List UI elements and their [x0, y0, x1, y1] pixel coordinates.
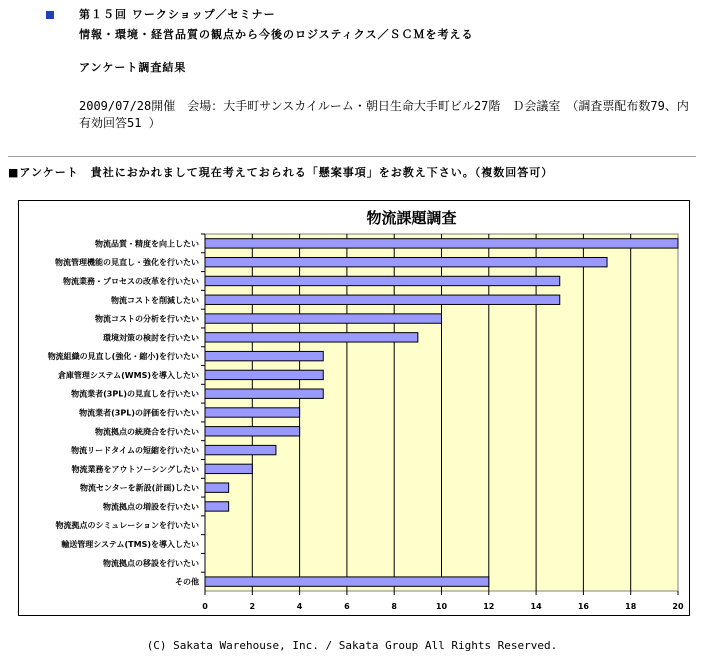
category-label: 物流拠点のシミュレーションを行いたい	[55, 521, 199, 531]
x-tick-label: 10	[435, 602, 448, 611]
event-info: 2009/07/28開催 会場：大手町サンスカイルーム・朝日生命大手町ビル27階 Ｄ会議室 （調査票配布数79、内有効回答51 ）	[79, 99, 689, 130]
bar	[205, 483, 229, 492]
category-label: 環境対策の検討を行いたい	[103, 333, 199, 343]
bar-chart	[19, 201, 689, 615]
category-label: 倉庫管理システム(WMS)を導入したい	[57, 370, 199, 380]
copyright-footer: (C) Sakata Warehouse, Inc. / Sakata Group All Rights Reserved.	[146, 639, 558, 652]
chart-title: 物流課題調査	[366, 209, 457, 227]
page-title: 第１５回 ワークショップ／セミナー	[79, 8, 276, 21]
x-tick-label: 4	[296, 602, 303, 611]
chart-container	[18, 200, 690, 616]
bar	[205, 464, 252, 473]
category-label: 物流リードタイムの短縮を行いたい	[71, 446, 199, 456]
category-label: 物流コストを削減したい	[111, 295, 199, 305]
bar	[205, 257, 607, 266]
x-tick-label: 20	[672, 602, 684, 611]
category-label: 物流センターを新設(計画)したい	[80, 483, 199, 493]
x-tick-label: 14	[530, 602, 542, 611]
x-tick-label: 8	[391, 602, 397, 611]
bar	[205, 445, 276, 454]
survey-question: ■アンケート 貴社におかれまして現在考えておられる「懸案事項」をお教え下さい。（複数回答可）	[8, 166, 554, 179]
category-label: 物流管理機能の見直し・強化を行いたい	[55, 258, 199, 268]
category-label: 輸送管理システム(TMS)を導入したい	[61, 540, 199, 550]
x-tick-label: 0	[202, 602, 208, 611]
bar	[205, 577, 489, 586]
category-label: 物流組織の見直し(強化・縮小)を行いたい	[47, 352, 199, 362]
blue-square-bullet-icon	[46, 11, 54, 19]
x-tick-label: 16	[577, 602, 589, 611]
category-label: 物流品質・精度を向上したい	[95, 239, 199, 249]
x-tick-label: 18	[625, 602, 637, 611]
bar	[205, 276, 560, 285]
bar	[205, 239, 678, 248]
bar	[205, 295, 560, 304]
category-label: 物流業務をアウトソーシングしたい	[71, 464, 199, 474]
bar	[205, 333, 418, 342]
x-tick-label: 12	[483, 602, 495, 611]
page-subtitle: 情報・環境・経営品質の観点から今後のロジスティクス／ＳＣＭを考える	[79, 28, 474, 41]
category-label: 物流拠点の統廃合を行いたい	[95, 427, 199, 437]
category-label: その他	[175, 577, 199, 587]
section-heading: アンケート調査結果	[79, 61, 187, 74]
category-label: 物流業者(3PL)の評価を行いたい	[79, 408, 199, 418]
category-label: 物流業者(3PL)の見直しを行いたい	[71, 389, 199, 399]
category-label: 物流拠点の移設を行いたい	[103, 558, 199, 568]
divider	[8, 156, 696, 157]
bar	[205, 502, 229, 511]
category-label: 物流コストの分析を行いたい	[95, 314, 199, 324]
bar	[205, 351, 323, 360]
bar	[205, 389, 323, 398]
x-tick-label: 6	[344, 602, 350, 611]
category-label: 物流業務・プロセスの改革を行いたい	[63, 276, 199, 286]
bar	[205, 408, 300, 417]
bar	[205, 370, 323, 379]
x-tick-label: 2	[249, 602, 256, 611]
bar	[205, 314, 442, 323]
category-label: 物流拠点の増設を行いたい	[103, 502, 199, 512]
bar	[205, 427, 300, 436]
